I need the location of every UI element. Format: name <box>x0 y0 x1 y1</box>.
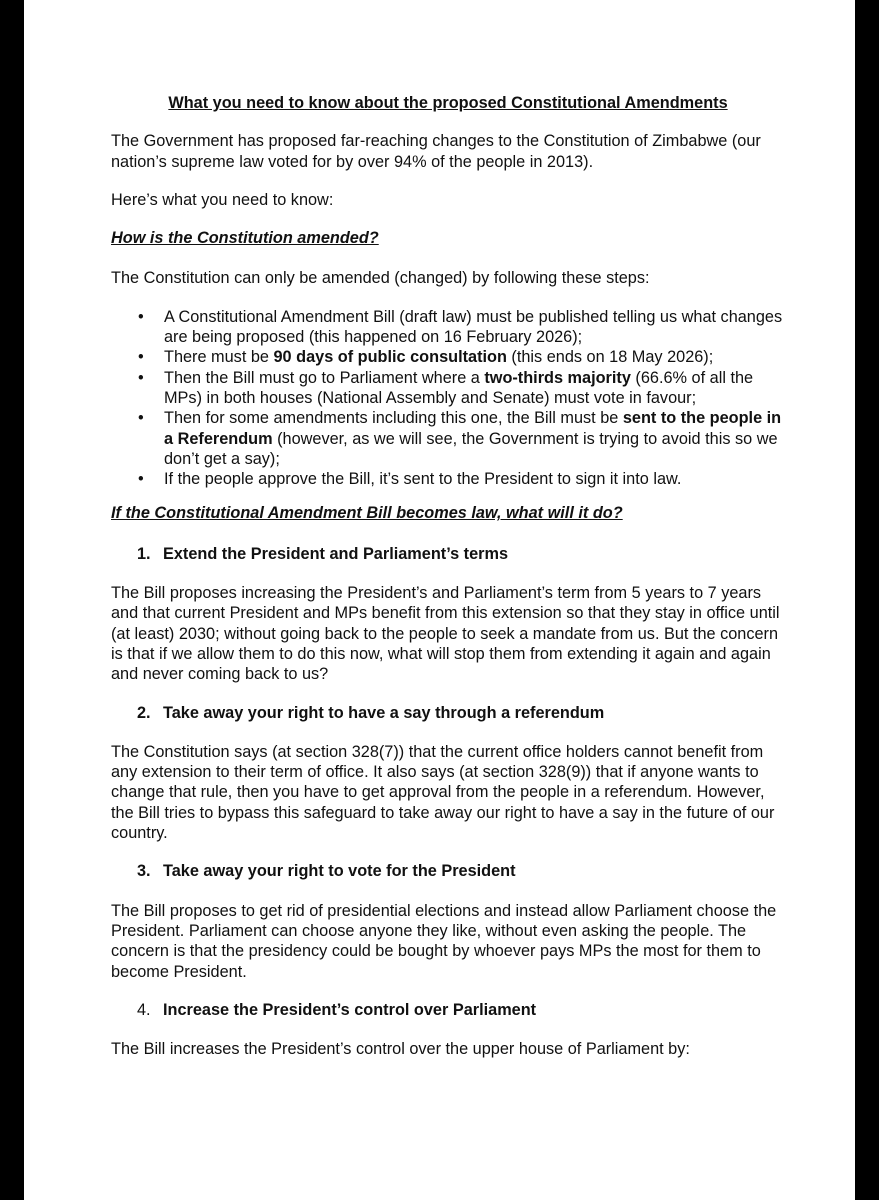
item-number: 4. <box>137 1000 151 1019</box>
bullet-icon: • <box>138 409 144 428</box>
intro-paragraph: The Government has proposed far-reaching changes to the Constitution of Zimbabwe (our nation’s supreme law voted for by over 94% of the people in 2013). <box>111 132 761 171</box>
document-body <box>111 93 791 1077</box>
numbered-heading-referendum <box>111 703 791 723</box>
paragraph-extend-terms: The Bill proposes increasing the President’s and Parliament’s term from 5 years to 7 years and that current President and MPs benefit from this extension so that they stay in office until (at least) 2030; without going back to the people to seek a mandate from us. But the concern is that if we allow them to do this now, what will stop them from extending it again and again and never coming back to us? <box>111 584 780 684</box>
numbered-heading-control-parliament <box>111 1000 791 1020</box>
list-item-text: Then the Bill must go to Parliament where a <box>164 368 485 387</box>
amendment-steps-list <box>111 307 791 490</box>
section-heading-bill-effects: If the Constitutional Amendment Bill becomes law, what will it do? <box>111 504 623 523</box>
numbered-heading-text: Increase the President’s control over Parliament <box>163 1000 537 1019</box>
item-number: 1. <box>137 544 151 563</box>
numbered-heading-text: Extend the President and Parliament’s terms <box>163 544 509 563</box>
paragraph-control-parliament: The Bill increases the President’s control over the upper house of Parliament by: <box>111 1040 690 1059</box>
lead-paragraph: Here’s what you need to know: <box>111 190 334 209</box>
paragraph-vote-president: The Bill proposes to get rid of presidential elections and instead allow Parliament choose the President. Parliament can choose anyone they like, without even asking the people. The concern is that the presidency could be bought by whoever pays MPs the most for them to become President. <box>111 901 777 981</box>
list-item <box>111 347 791 367</box>
list-item-text: Then for some amendments including this one, the Bill must be <box>164 409 623 428</box>
list-item-text: There must be <box>164 348 274 367</box>
bullet-icon: • <box>138 368 144 387</box>
document-title: What you need to know about the proposed Constitutional Amendments <box>168 94 728 112</box>
item-number: 2. <box>137 703 151 722</box>
list-item-text: (however, as we will see, the Government is trying to avoid this so we don’t get a say); <box>164 429 778 468</box>
list-item-emphasis: 90 days of public consultation <box>273 348 507 367</box>
numbered-heading-vote-president <box>111 861 791 881</box>
list-item-emphasis: two-thirds majority <box>484 368 631 387</box>
list-item-text: (66.6% of all the MPs) in both houses (National Assembly and Senate) must vote in favour; <box>164 368 754 407</box>
numbered-heading-text: Take away your right to have a say through a referendum <box>163 703 605 722</box>
item-number: 3. <box>137 862 151 881</box>
document-page <box>24 0 855 1200</box>
amendment-steps-intro: The Constitution can only be amended (changed) by following these steps: <box>111 269 650 288</box>
numbered-heading-extend-terms <box>111 544 791 564</box>
section-heading-amendment-process: How is the Constitution amended? <box>111 229 379 248</box>
bullet-icon: • <box>138 348 144 367</box>
paragraph-referendum: The Constitution says (at section 328(7)) that the current office holders cannot benefit from any extension to their term of office. It also says (at section 328(9)) that if anyone wants to change that rule, then you have to get approval from the people in a referendum. However, the Bill tries to bypass this safeguard to take away our right to have a say in the future of our country. <box>111 742 775 843</box>
bullet-icon: • <box>138 470 144 489</box>
list-item <box>111 368 791 409</box>
list-item <box>111 469 791 489</box>
list-item <box>111 408 791 469</box>
list-item-emphasis: sent to the people in a Referendum <box>164 409 782 448</box>
list-item <box>111 307 791 348</box>
list-item-text: A Constitutional Amendment Bill (draft law) must be published telling us what changes are being proposed (this happened on 16 February 2026); <box>164 307 783 347</box>
list-item-text: If the people approve the Bill, it’s sent to the President to sign it into law. <box>164 470 682 489</box>
bullet-icon: • <box>138 307 144 326</box>
list-item-text: (this ends on 18 May 2026); <box>506 348 714 367</box>
numbered-heading-text: Take away your right to vote for the President <box>163 862 516 881</box>
